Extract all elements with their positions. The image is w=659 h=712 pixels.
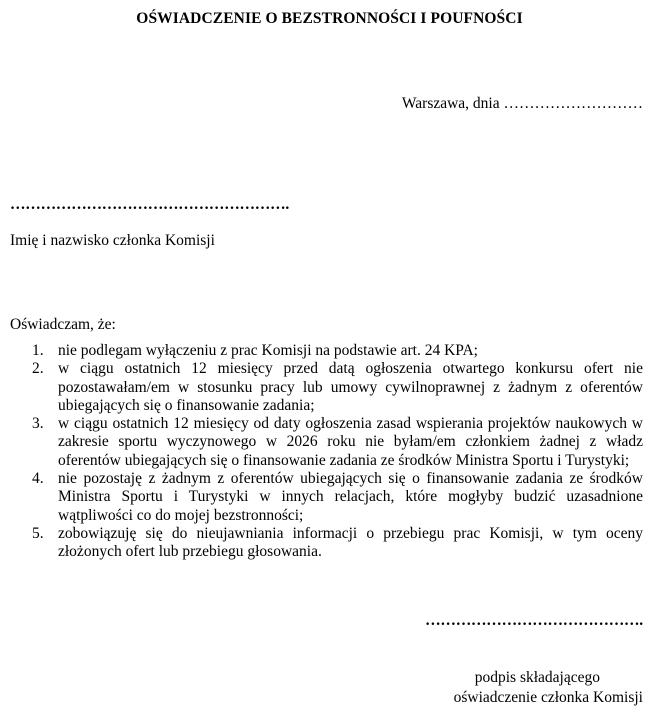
- declaration-text: nie pozostaję z żadnym z oferentów ubiegających się o finansowanie zadania ze środków Ministra Sportu i Turystyki w innych relacjach, które mogłyby budzić uzasadnione wątpliwości co do mojej bezstronności;: [58, 470, 643, 524]
- declaration-item-1: [10, 342, 643, 360]
- declaration-number: 3.: [32, 415, 44, 433]
- name-signature-dots: ……………………………………………….: [10, 196, 290, 213]
- declaration-text: w ciągu ostatnich 12 miesięcy przed datą ogłoszenia otwartego konkursu ofert nie pozostawałam/em w stosunku pracy lub umowy cywilnoprawnej z żadnym z oferentów ubiegających się o finansowanie zadania;: [58, 360, 643, 414]
- place-date-line: Warszawa, dnia ………………………: [401, 95, 643, 112]
- declaration-item-2: [10, 360, 643, 415]
- signature-label-line-1: [0, 669, 600, 687]
- declaration-number: 5.: [32, 524, 44, 542]
- document-title: OŚWIADCZENIE O BEZSTRONNOŚCI I POUFNOŚCI: [136, 10, 523, 27]
- declaration-text: w ciągu ostatnich 12 miesięcy od daty ogłoszenia zasad wspierania projektów naukowych w zakresie sportu wyczynowego w 2026 roku nie byłam/em członkiem żadnej z władz oferentów ubiegających się o finansowanie zadania ze środków Ministra Sportu i Turystyki;: [58, 415, 643, 469]
- declaration-number: 4.: [32, 470, 44, 488]
- declaration-item-5: [10, 525, 643, 562]
- declaration-number: 2.: [32, 360, 44, 378]
- signature-label-line-2: oświadczenie członka Komisji: [453, 689, 643, 706]
- declaration-text: zobowiązuję się do nieujawniania informacji o przebiegu prac Komisji, w tym oceny złożonych ofert lub przebiegu głosowania.: [58, 524, 643, 561]
- declaration-list: [10, 342, 643, 562]
- signature-dots: …………………………………….: [425, 612, 643, 629]
- declaration-item-3: [10, 415, 643, 470]
- declaration-intro: Oświadczam, że:: [10, 316, 116, 333]
- name-label: Imię i nazwisko członka Komisji: [10, 232, 215, 249]
- declaration-number: 1.: [32, 342, 44, 359]
- declaration-text: nie podlegam wyłączeniu z prac Komisji na podstawie art. 24 KPA;: [58, 342, 478, 359]
- signature-label-text: podpis składającego: [474, 669, 600, 686]
- declaration-item-4: [10, 470, 643, 525]
